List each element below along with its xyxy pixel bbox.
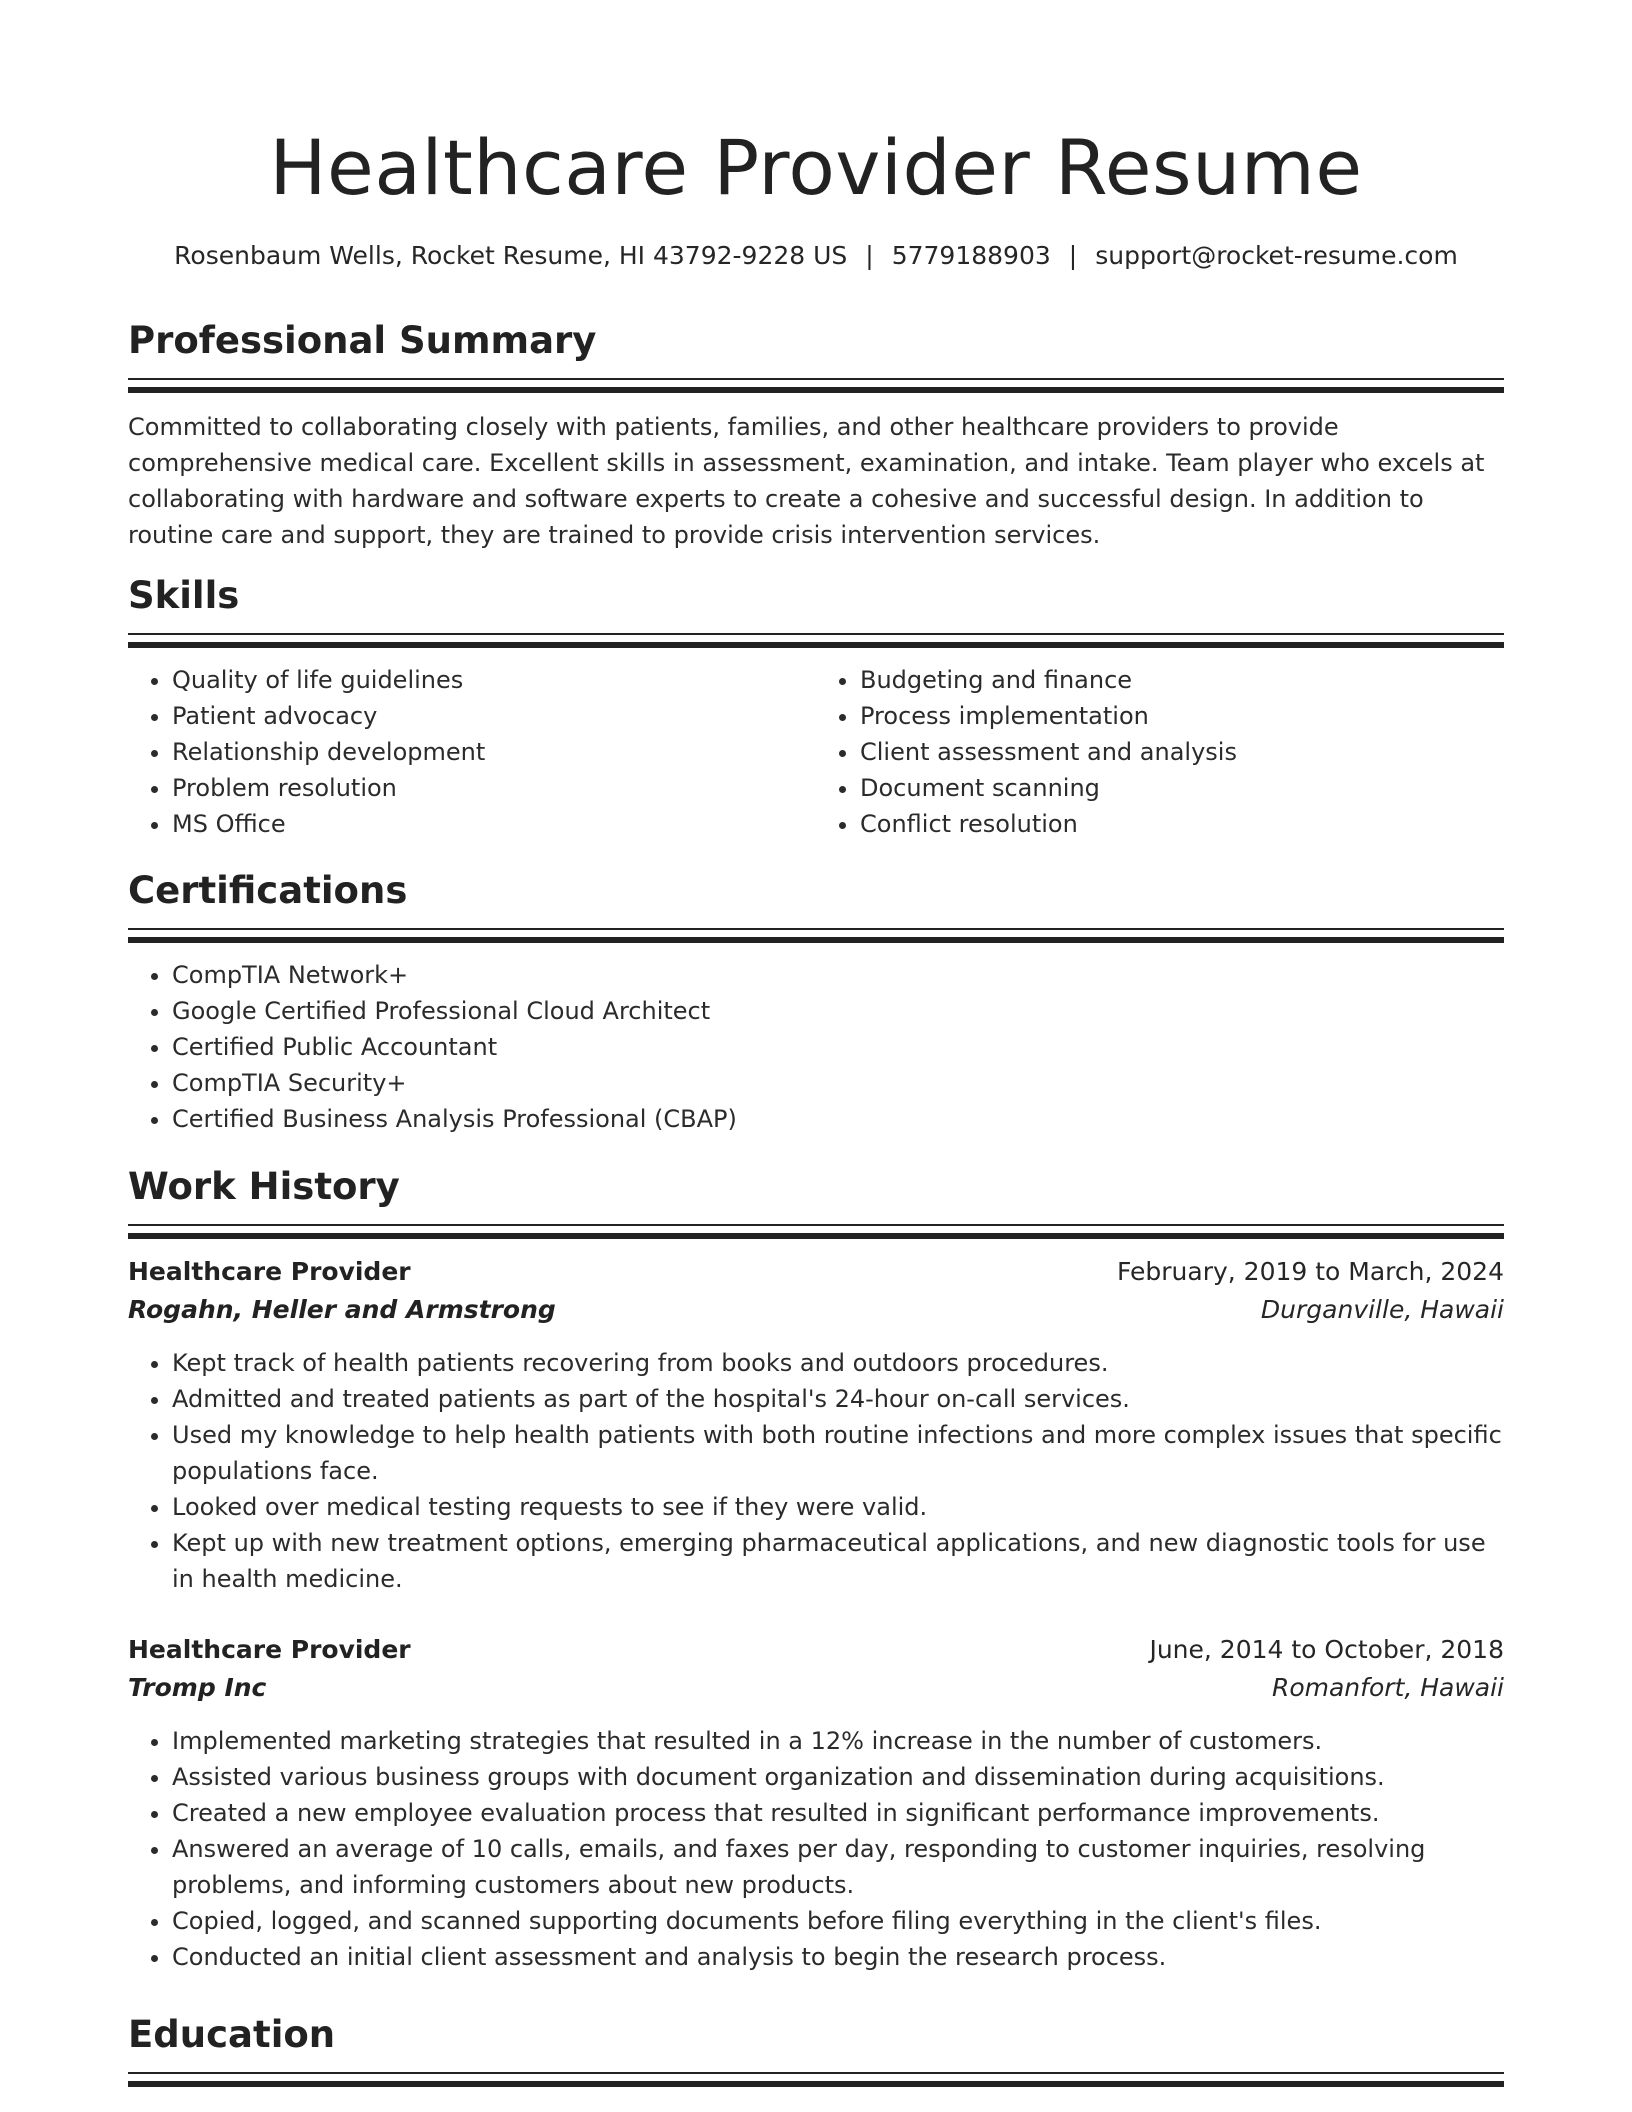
contact-line bbox=[128, 238, 1504, 274]
job-location: Romanfort, Hawaii bbox=[1271, 1673, 1504, 1702]
summary-text: Committed to collaborating closely with patients, families, and other healthcare providers to provide comprehensive medical care. Excellent skills in assessment, examination, and intake. Team player who excels at collaborating with hardware and software experts to create a cohesive and successful design. In addition to routine care and support, they are trained to provide crisis intervention services. bbox=[128, 413, 1485, 549]
section-divider bbox=[128, 1224, 1504, 1239]
job-bullet: • Kept track of health patients recovering from books and outdoors procedures. bbox=[172, 1345, 1504, 1381]
certification-item: • Certified Public Accountant bbox=[172, 1029, 1504, 1065]
section-heading: Work History bbox=[128, 1165, 400, 1208]
section-divider bbox=[128, 633, 1504, 648]
certification-item: • Google Certified Professional Cloud Architect bbox=[172, 993, 1504, 1029]
skill-item: • Quality of life guidelines bbox=[172, 662, 816, 698]
job-bullet: • Implemented marketing strategies that resulted in a 12% increase in the number of customers. bbox=[172, 1723, 1504, 1759]
summary-section bbox=[128, 316, 1504, 553]
job-entry bbox=[128, 1631, 1504, 1975]
skill-item: • MS Office bbox=[172, 806, 816, 842]
skill-item: • Budgeting and finance bbox=[860, 662, 1504, 698]
section-divider bbox=[128, 928, 1504, 943]
certifications-section bbox=[128, 866, 1504, 1137]
certification-item: • CompTIA Network+ bbox=[172, 957, 1504, 993]
job-dates: June, 2014 to October, 2018 bbox=[1149, 1635, 1504, 1664]
job-entry bbox=[128, 1253, 1504, 1597]
skill-item: • Conflict resolution bbox=[860, 806, 1504, 842]
skills-list-right bbox=[816, 662, 1504, 842]
job-title: Healthcare Provider bbox=[128, 1257, 411, 1286]
contact-separator: | bbox=[865, 241, 874, 270]
skill-item: • Document scanning bbox=[860, 770, 1504, 806]
job-bullet: • Conducted an initial client assessment and analysis to begin the research process. bbox=[172, 1939, 1504, 1975]
job-title: Healthcare Provider bbox=[128, 1635, 411, 1664]
contact-separator: | bbox=[1068, 241, 1078, 270]
certification-item: • Certified Business Analysis Professional (CBAP) bbox=[172, 1101, 1504, 1137]
contact-email: support@rocket-resume.com bbox=[1095, 241, 1458, 270]
education-section bbox=[128, 2010, 1504, 2087]
skills-columns bbox=[128, 662, 1504, 842]
job-bullets bbox=[128, 1345, 1504, 1597]
job-bullet: • Used my knowledge to help health patients with both routine infections and more complex issues that specific populations face. bbox=[172, 1417, 1504, 1489]
certification-item: • CompTIA Security+ bbox=[172, 1065, 1504, 1101]
skills-section bbox=[128, 571, 1504, 842]
contact-address: Rosenbaum Wells, Rocket Resume, HI 43792-9228 US bbox=[174, 241, 848, 270]
job-company: Rogahn, Heller and Armstrong bbox=[128, 1295, 556, 1324]
job-bullet: • Kept up with new treatment options, emerging pharmaceutical applications, and new diagnostic tools for use in health medicine. bbox=[172, 1525, 1504, 1597]
skill-item: • Process implementation bbox=[860, 698, 1504, 734]
job-bullet: • Admitted and treated patients as part of the hospital's 24-hour on-call services. bbox=[172, 1381, 1504, 1417]
job-location: Durganville, Hawaii bbox=[1260, 1295, 1504, 1324]
job-bullets bbox=[128, 1723, 1504, 1975]
section-heading: Professional Summary bbox=[128, 319, 597, 362]
skill-item: • Problem resolution bbox=[172, 770, 816, 806]
section-divider bbox=[128, 2072, 1504, 2087]
section-divider bbox=[128, 378, 1504, 393]
job-bullet: • Answered an average of 10 calls, emails, and faxes per day, responding to customer inquiries, resolving problems, and informing customers about new products. bbox=[172, 1831, 1504, 1903]
job-bullet: • Copied, logged, and scanned supporting documents before filing everything in the client's files. bbox=[172, 1903, 1504, 1939]
work-history-section bbox=[128, 1162, 1504, 1975]
section-heading: Certifications bbox=[128, 869, 408, 912]
job-company: Tromp Inc bbox=[128, 1673, 267, 1702]
skills-list-left bbox=[128, 662, 816, 842]
job-bullet: • Looked over medical testing requests to see if they were valid. bbox=[172, 1489, 1504, 1525]
skill-item: • Relationship development bbox=[172, 734, 816, 770]
job-bullet: • Assisted various business groups with document organization and dissemination during acquisitions. bbox=[172, 1759, 1504, 1795]
contact-phone: 5779188903 bbox=[891, 241, 1051, 270]
resume-title: Healthcare Provider Resume bbox=[269, 123, 1363, 212]
job-bullet: • Created a new employee evaluation process that resulted in significant performance improvements. bbox=[172, 1795, 1504, 1831]
section-heading: Skills bbox=[128, 574, 240, 617]
skill-item: • Patient advocacy bbox=[172, 698, 816, 734]
certifications-list bbox=[128, 957, 1504, 1137]
job-dates: February, 2019 to March, 2024 bbox=[1116, 1257, 1504, 1286]
skill-item: • Client assessment and analysis bbox=[860, 734, 1504, 770]
section-heading: Education bbox=[128, 2013, 336, 2056]
